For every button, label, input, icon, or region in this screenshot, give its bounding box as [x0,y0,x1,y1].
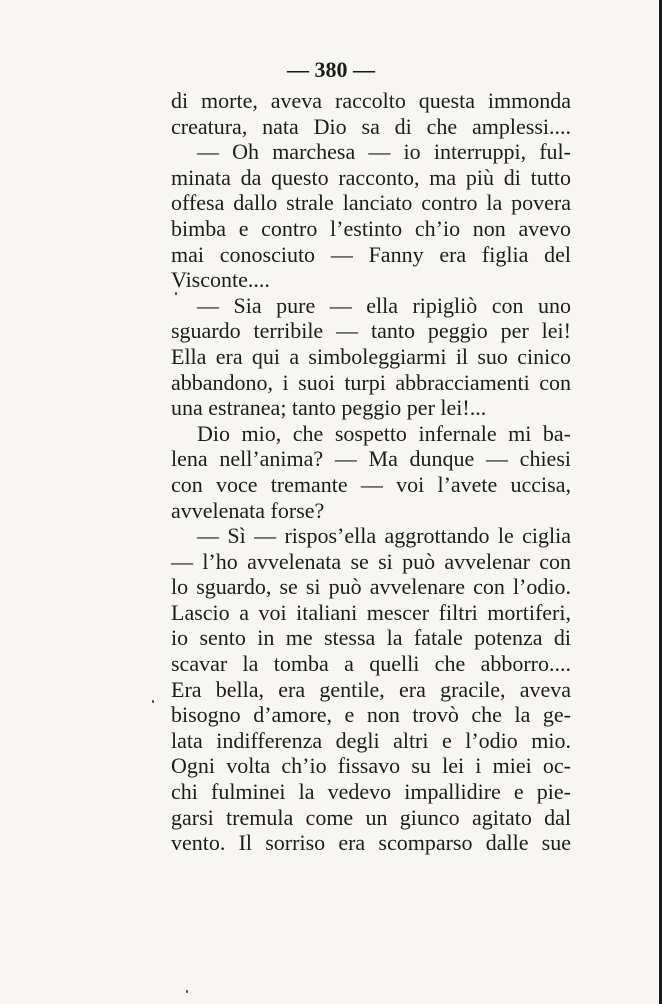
text-line: minata da questo racconto, ma più di tutto [171,164,571,190]
text-line: Ella era qui a simboleggiarmi il suo cinico [171,343,571,369]
text-line: Lascio a voi italiani mescer filtri mortiferi, [171,599,571,625]
text-line: — l’ho avvelenata se si può avvelenar con [171,548,571,574]
print-speck [152,700,154,703]
text-line: Era bella, era gentile, era gracile, aveva [171,676,571,702]
text-line: — Sia pure — ella ripigliò con uno [197,292,571,318]
print-speck [175,292,177,295]
text-line: Dio mio, che sospetto infernale mi ba- [197,420,571,446]
text-line: garsi tremula come un giunco agitato dal [171,804,571,830]
text-line: chi fulminei la vedevo impallidire e pie- [171,779,571,805]
text-line: con voce tremante — voi l’avete uccisa, [171,471,571,497]
text-line: scavar la tomba a quelli che abborro.... [171,651,571,677]
text-line: creatura, nata Dio sa di che amplessi.... [171,113,571,139]
text-line: avvelenata forse? [171,497,325,523]
body-text [171,88,571,856]
text-line: una estranea; tanto peggio per lei!... [171,395,487,421]
text-line: — Oh marchesa — io interruppi, ful- [197,139,571,165]
text-line: offesa dallo strale lanciato contro la povera [171,190,571,216]
text-line: lo sguardo, se si può avvelenare con l’odio. [171,574,571,600]
text-line: abbandono, i suoi turpi abbracciamenti con [171,369,571,395]
text-line: sguardo terribile — tanto peggio per lei! [171,318,571,344]
text-line: vento. Il sorriso era scomparso dalle sue [171,830,571,856]
text-line: mai conosciuto — Fanny era figlia del [171,241,571,267]
text-line: bimba e contro l’estinto ch’io non avevo [171,215,571,241]
text-line: lena nell’anima? — Ma dunque — chiesi [171,446,571,472]
text-line: di morte, aveva raccolto questa immonda [171,88,571,113]
text-line: Ogni volta ch’io fissavo su lei i miei oc- [171,753,571,779]
text-line: — Sì — rispos’ella aggrottando le ciglia [197,523,571,549]
text-line: lata indifferenza degli altri e l’odio mio. [171,727,571,753]
print-speck [186,990,188,993]
page-number: — 380 — [287,57,375,82]
text-line: io sento in me stessa la fatale potenza di [171,625,571,651]
text-line: bisogno d’amore, e non trovò che la ge- [171,702,571,728]
text-line: Visconte.... [171,267,270,293]
